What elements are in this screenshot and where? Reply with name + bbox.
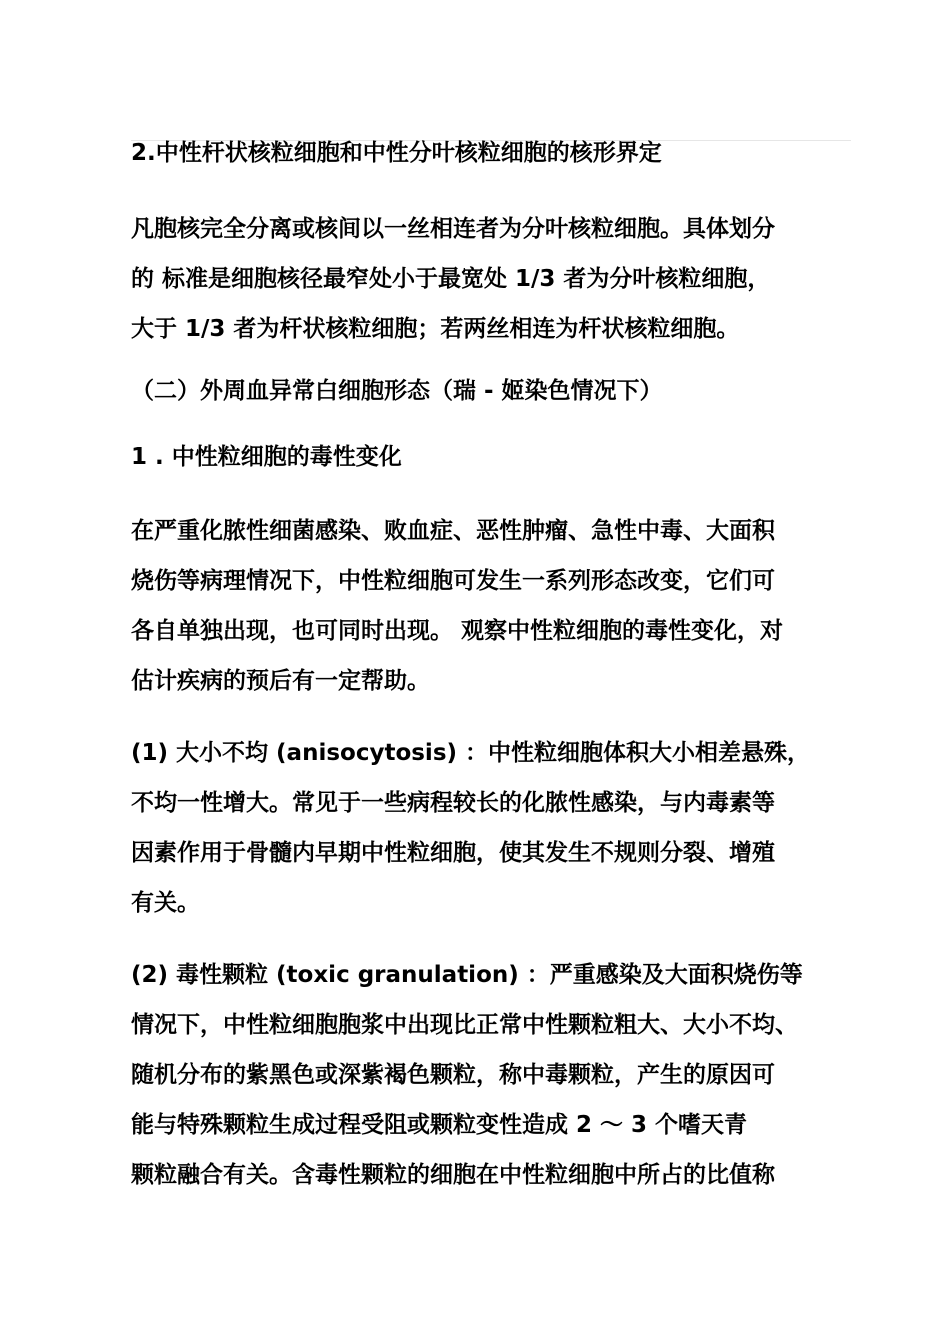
paragraph-line: 因素作用于骨髓内早期中性粒细胞，使其发生不规则分裂、增殖 bbox=[131, 840, 775, 866]
paragraph-line: (2) 毒性颗粒 (toxic granulation) ：严重感染及大面积烧伤等 bbox=[131, 962, 803, 988]
section-heading-nucleus-definition: 2.中性杆状核粒细胞和中性分叶核粒细胞的核形界定 bbox=[131, 140, 662, 166]
paragraph-line: 能与特殊颗粒生成过程受阻或颗粒变性造成 2 ～ 3 个嗜天青 bbox=[131, 1112, 748, 1138]
paragraph-line: 不均一性增大。常见于一些病程较长的化脓性感染，与内毒素等 bbox=[131, 790, 775, 816]
paragraph-line: 烧伤等病理情况下，中性粒细胞可发生一系列形态改变，它们可 bbox=[131, 568, 775, 594]
paragraph-line: (1) 大小不均 (anisocytosis) ：中性粒细胞体积大小相差悬殊， bbox=[131, 740, 811, 766]
paragraph-nucleus-definition bbox=[131, 204, 856, 354]
section-heading-abnormal-wbc: （二）外周血异常白细胞形态（瑞 - 姬染色情况下） bbox=[131, 378, 663, 404]
paragraph-line: 凡胞核完全分离或核间以一丝相连者为分叶核粒细胞。具体划分 bbox=[131, 216, 775, 242]
paragraph-line: 有关。 bbox=[131, 890, 200, 916]
paragraph-line: 大于 1/3 者为杆状核粒细胞；若两丝相连为杆状核粒细胞。 bbox=[131, 316, 740, 342]
paragraph-line: 的 标准是细胞核径最窄处小于最宽处 1/3 者为分叶核粒细胞， bbox=[131, 266, 771, 292]
paragraph-line: 估计疾病的预后有一定帮助。 bbox=[131, 668, 430, 694]
paragraph-line: 随机分布的紫黑色或深紫褐色颗粒，称中毒颗粒，产生的原因可 bbox=[131, 1062, 775, 1088]
paragraph-line: 情况下，中性粒细胞胞浆中出现比正常中性颗粒粗大、大小不均、 bbox=[131, 1012, 798, 1038]
document-page bbox=[131, 135, 856, 1200]
paragraph-line: 颗粒融合有关。含毒性颗粒的细胞在中性粒细胞中所占的比值称 bbox=[131, 1162, 775, 1188]
section-heading-toxic-changes: 1 . 中性粒细胞的毒性变化 bbox=[131, 444, 402, 470]
paragraph-toxic-granulation bbox=[131, 950, 856, 1200]
paragraph-anisocytosis bbox=[131, 728, 856, 928]
paragraph-toxic-changes bbox=[131, 506, 856, 706]
paragraph-line: 在严重化脓性细菌感染、败血症、恶性肿瘤、急性中毒、大面积 bbox=[131, 518, 775, 544]
paragraph-line: 各自单独出现，也可同时出现。 观察中性粒细胞的毒性变化，对 bbox=[131, 618, 784, 644]
